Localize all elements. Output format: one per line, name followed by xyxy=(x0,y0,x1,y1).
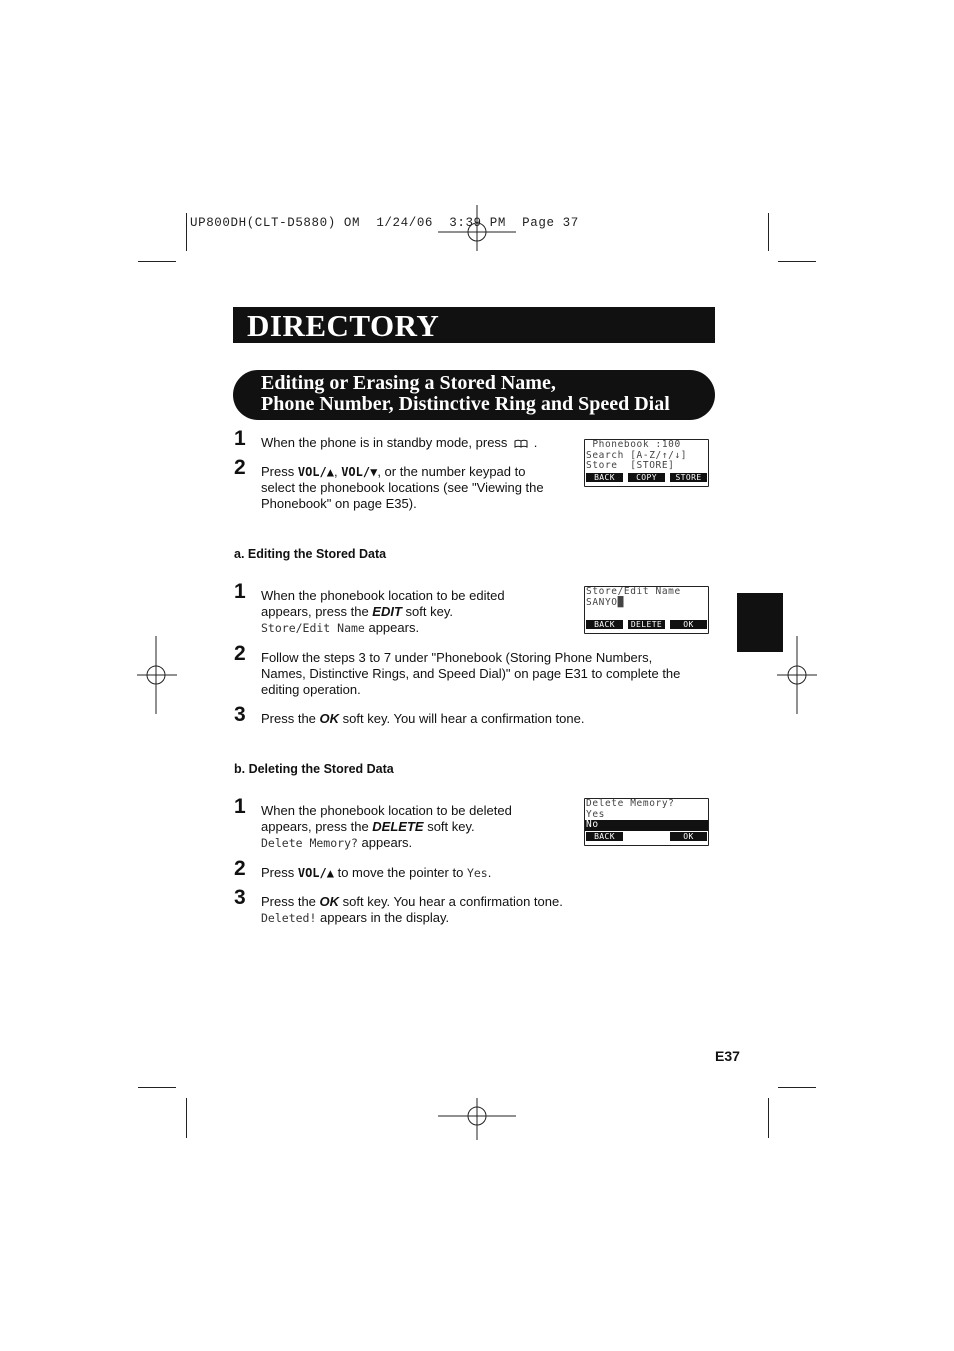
chapter-tab xyxy=(737,593,783,652)
page-number: E37 xyxy=(715,1048,740,1064)
softkey-store: STORE xyxy=(670,473,707,482)
crop-mark xyxy=(138,261,176,262)
step-number: 3 xyxy=(234,703,246,726)
print-slug: UP800DH(CLT-D5880) OM 1/24/06 3:39 PM Page 37 xyxy=(190,216,579,230)
lcd-display: Delete Memory? Yes No BACK OK xyxy=(584,798,709,846)
softkey-back: BACK xyxy=(586,620,623,629)
crop-mark xyxy=(778,1087,816,1088)
softkey-ok: OK xyxy=(670,832,707,841)
section-heading xyxy=(233,370,715,420)
subsection-heading: b. Deleting the Stored Data xyxy=(234,762,394,776)
softkey-blank xyxy=(628,832,665,841)
step-number: 1 xyxy=(234,580,246,603)
crop-mark xyxy=(186,213,187,251)
step-text: Follow the steps 3 to 7 under "Phonebook (Storing Phone Numbers, Names, Distinctive Rings, and Speed Dial)" on page E31 to complete the editing operation. xyxy=(261,650,681,697)
softkey-back: BACK xyxy=(586,473,623,482)
step-text: Press VOL/▲ to move the pointer to Yes. xyxy=(261,865,492,880)
step-number: 2 xyxy=(234,857,246,880)
step-text: Press VOL/▲, VOL/▼, or the number keypad to select the phonebook locations (see "Viewing the Phonebook" on page E35). xyxy=(261,464,544,511)
step-text: When the phone is in standby mode, press . xyxy=(261,435,538,450)
crop-mark xyxy=(768,213,769,251)
step-number: 3 xyxy=(234,886,246,909)
crop-mark xyxy=(778,261,816,262)
softkey-ok: OK xyxy=(670,620,707,629)
step-number: 1 xyxy=(234,427,246,450)
step-number: 2 xyxy=(234,456,246,479)
step-text: Press the OK soft key. You will hear a confirmation tone. xyxy=(261,711,585,726)
softkey-back: BACK xyxy=(586,832,623,841)
step-number: 2 xyxy=(234,642,246,665)
softkey-delete: DELETE xyxy=(628,620,665,629)
subsection-heading: a. Editing the Stored Data xyxy=(234,547,387,561)
section-heading-line2: Phone Number, Distinctive Ring and Speed Dial xyxy=(261,393,670,415)
registration-mark xyxy=(777,636,817,714)
lcd-display: Store/Edit Name SANYO█ BACK DELETE OK xyxy=(584,586,709,634)
step-text: When the phonebook location to be edited appears, press the EDIT soft key. Store/Edit Name appears. xyxy=(261,588,505,635)
registration-mark xyxy=(438,1098,516,1140)
crop-mark xyxy=(768,1098,769,1138)
lcd-display: Phonebook :100 Search [A-Z/↑/↓] Store [STORE] BACK COPY STORE xyxy=(584,439,709,487)
step-number: 1 xyxy=(234,795,246,818)
crop-mark xyxy=(138,1087,176,1088)
section-heading-line1: Editing or Erasing a Stored Name, xyxy=(261,372,556,394)
title-bar xyxy=(233,307,715,343)
step-text: Press the OK soft key. You hear a confirmation tone. Deleted! appears in the display. xyxy=(261,894,563,925)
softkey-copy: COPY xyxy=(628,473,665,482)
phonebook-icon xyxy=(514,439,528,449)
step-text: When the phonebook location to be deleted appears, press the DELETE soft key. Delete Memory? appears. xyxy=(261,803,512,850)
crop-mark xyxy=(186,1098,187,1138)
page-title: DIRECTORY xyxy=(247,308,440,343)
registration-mark xyxy=(137,636,177,714)
